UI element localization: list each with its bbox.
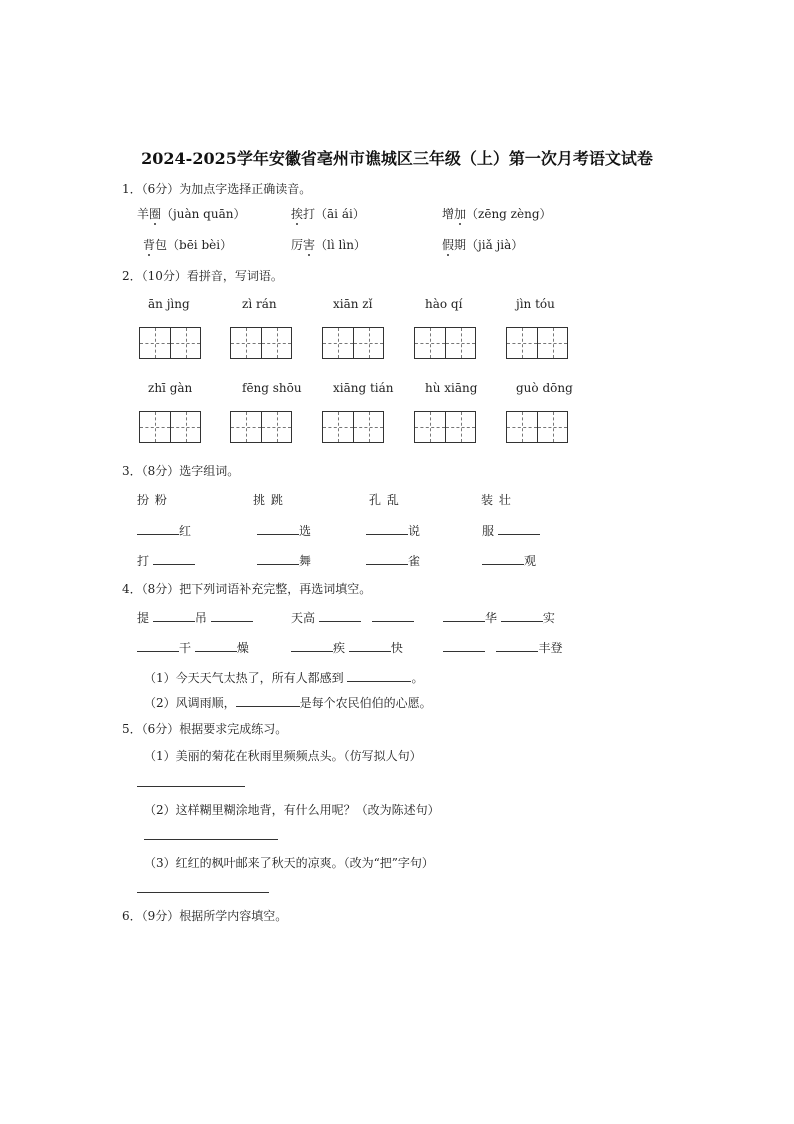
char-pair: 装 壮 xyxy=(481,493,512,507)
q5-heading: 5．（6分）根据要求完成练习。 xyxy=(122,722,288,736)
word-blank[interactable]: 服 xyxy=(482,522,540,539)
writing-grid[interactable] xyxy=(230,411,292,443)
word-blank[interactable]: 红 xyxy=(137,522,191,539)
q1-item: 增加（zēng zèng） xyxy=(442,207,552,221)
page-title: 2024-2025学年安徽省亳州市谯城区三年级（上）第一次月考语文试卷 xyxy=(141,149,653,168)
q1-item: 厉害（lì lìn） xyxy=(291,238,366,252)
pinyin-label: guò dōng xyxy=(516,381,573,395)
word-blank[interactable]: 打 xyxy=(137,552,195,569)
idiom-blank[interactable]: 提 吊 xyxy=(137,609,253,626)
q1-item: 背包（bēi bèi） xyxy=(143,238,233,252)
word-blank[interactable]: 观 xyxy=(482,552,536,569)
pinyin-label: hào qí xyxy=(425,297,463,311)
fill-sentence[interactable]: （1）今天天气太热了，所有人都感到 。 xyxy=(144,671,424,685)
writing-grid[interactable] xyxy=(322,411,384,443)
pinyin-label: xiān zǐ xyxy=(333,297,373,311)
writing-grid[interactable] xyxy=(139,411,201,443)
answer-line[interactable] xyxy=(137,786,245,787)
char-pair: 扮 粉 xyxy=(137,493,168,507)
q5-prompt: （3）红红的枫叶邮来了秋天的凉爽。（改为“把”字句） xyxy=(144,856,434,870)
writing-grid[interactable] xyxy=(506,327,568,359)
pinyin-label: ān jìng xyxy=(148,297,190,311)
writing-grid[interactable] xyxy=(139,327,201,359)
q1-item: 羊圈（juàn quān） xyxy=(137,207,246,221)
pinyin-label: xiāng tián xyxy=(333,381,394,395)
word-blank[interactable]: 选 xyxy=(257,522,311,539)
writing-grid[interactable] xyxy=(414,327,476,359)
word-blank[interactable]: 舞 xyxy=(257,552,311,569)
q1-item: 假期（jiǎ jià） xyxy=(442,238,524,252)
pinyin-label: jìn tóu xyxy=(516,297,555,311)
writing-grid[interactable] xyxy=(230,327,292,359)
word-blank[interactable]: 雀 xyxy=(366,552,420,569)
q5-prompt: （2）这样糊里糊涂地背，有什么用呢？（改为陈述句） xyxy=(144,803,440,817)
idiom-blank[interactable]: 华 实 xyxy=(443,609,555,626)
idiom-blank[interactable]: 干 燥 xyxy=(137,639,249,656)
pinyin-label: hù xiāng xyxy=(425,381,478,395)
q5-prompt: （1）美丽的菊花在秋雨里频频点头。（仿写拟人句） xyxy=(144,749,422,763)
q4-heading: 4．（8分）把下列词语补充完整，再选词填空。 xyxy=(122,582,372,596)
q1-item: 挨打（āi ái） xyxy=(291,207,365,221)
q2-heading: 2．（10分）看拼音，写词语。 xyxy=(122,269,283,283)
char-pair: 挑 跳 xyxy=(253,493,284,507)
answer-line[interactable] xyxy=(137,892,269,893)
fill-sentence[interactable]: （2）风调雨顺， 是每个农民伯伯的心愿。 xyxy=(144,696,432,710)
idiom-blank[interactable]: 疾 快 xyxy=(291,639,403,656)
q1-heading: 1．（6分）为加点字选择正确读音。 xyxy=(122,182,312,196)
idiom-blank[interactable]: 天高 xyxy=(291,609,414,626)
pinyin-label: zhī gàn xyxy=(148,381,193,395)
pinyin-label: zì rán xyxy=(242,297,277,311)
pinyin-label: fēng shōu xyxy=(242,381,302,395)
q6-heading: 6．（9分）根据所学内容填空。 xyxy=(122,909,288,923)
q3-heading: 3．（8分）选字组词。 xyxy=(122,464,240,478)
answer-line[interactable] xyxy=(144,839,278,840)
writing-grid[interactable] xyxy=(322,327,384,359)
idiom-blank[interactable]: 丰登 xyxy=(443,639,562,656)
word-blank[interactable]: 说 xyxy=(366,522,420,539)
writing-grid[interactable] xyxy=(506,411,568,443)
writing-grid[interactable] xyxy=(414,411,476,443)
char-pair: 孔 乱 xyxy=(369,493,400,507)
